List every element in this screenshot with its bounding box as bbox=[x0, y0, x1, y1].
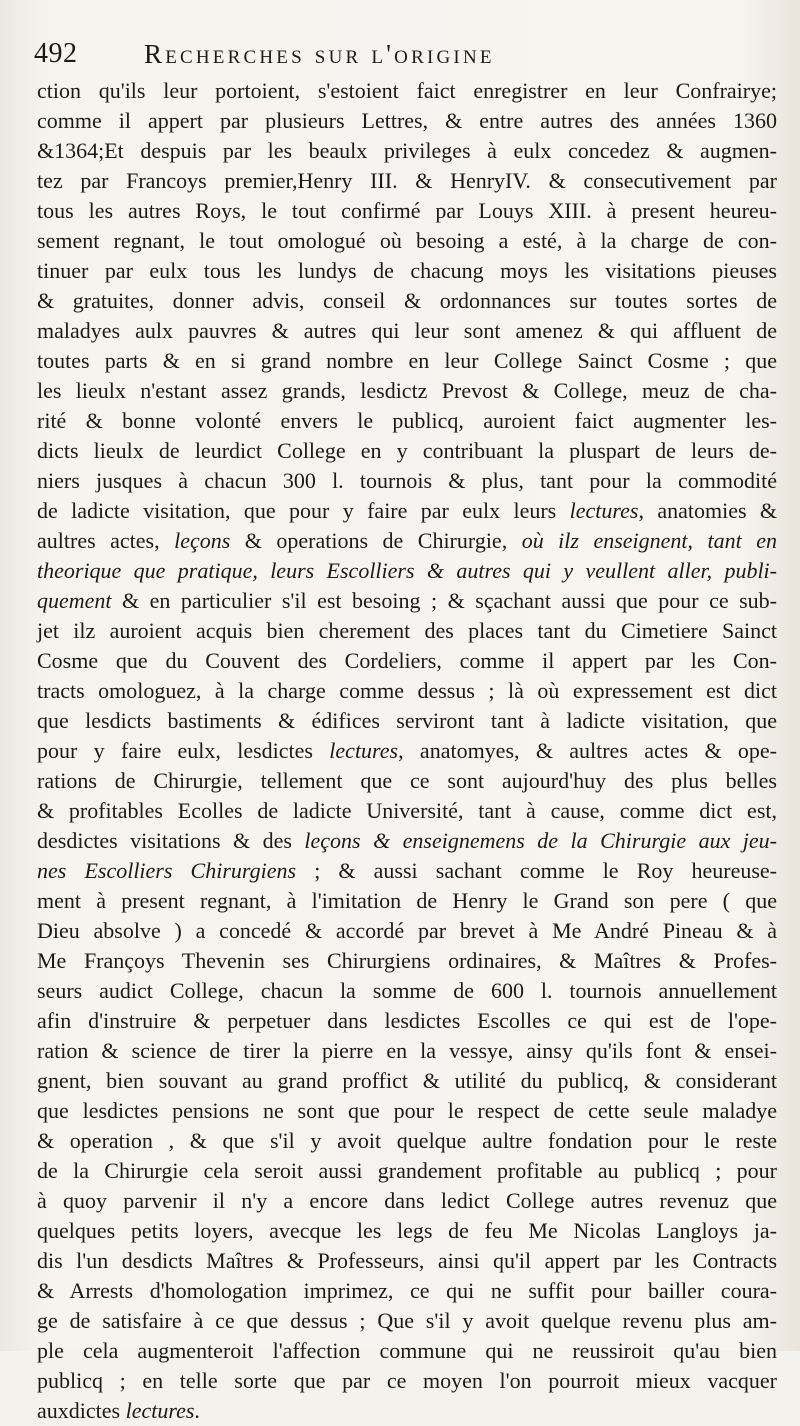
text-line bbox=[37, 286, 777, 316]
text-line bbox=[37, 1066, 777, 1096]
text-line bbox=[37, 946, 777, 976]
text-line bbox=[37, 76, 777, 106]
text-run: pour y faire eulx, lesdictes bbox=[37, 738, 330, 763]
text-run: ; & aussi sachant comme le Roy heureuse- bbox=[296, 858, 777, 883]
text-line bbox=[37, 346, 777, 376]
text-run: Me Françoys Thevenin ses Chirurgiens ordinaires, & Maîtres & Profes- bbox=[37, 948, 777, 973]
text-run: desdictes visitations & des bbox=[37, 828, 305, 853]
text-run: tracts omologuez, à la charge comme dessus ; là où expressement est dict bbox=[37, 678, 777, 703]
text-run: dis l'un desdicts Maîtres & Professeurs, ainsi qu'il appert par les Contracts bbox=[37, 1248, 777, 1273]
text-line bbox=[37, 616, 777, 646]
text-line bbox=[37, 166, 777, 196]
text-line bbox=[37, 496, 777, 526]
text-line bbox=[37, 916, 777, 946]
text-run: que lesdictes pensions ne sont que pour le respect de cette seule maladye bbox=[37, 1098, 777, 1123]
text-run: tinuer par eulx tous les lundys de chacung moys les visitations pieuses bbox=[37, 258, 777, 283]
text-line bbox=[37, 976, 777, 1006]
text-line bbox=[37, 196, 777, 226]
text-run: rité & bonne volonté envers le publicq, auroient faict augmenter les- bbox=[37, 408, 777, 433]
text-line bbox=[37, 1036, 777, 1066]
text-line bbox=[37, 1186, 777, 1216]
text-run: ration & science de tirer la pierre en la vessye, ainsy qu'ils font & ensei- bbox=[37, 1038, 777, 1063]
text-line bbox=[37, 556, 777, 586]
text-run: & Arrests d'homologation imprimez, ce qui ne suffit pour bailler coura- bbox=[37, 1278, 777, 1303]
text-run: & gratuites, donner advis, conseil & ordonnances sur toutes sortes de bbox=[37, 288, 777, 313]
text-line bbox=[37, 1396, 777, 1426]
text-run: sement regnant, le tout omologué où besoing a esté, à la charge de con- bbox=[37, 228, 777, 253]
text-line bbox=[37, 1216, 777, 1246]
text-run: &1364;Et despuis par les beaulx privileges à eulx concedez & augmen- bbox=[37, 138, 777, 163]
italic-text-run: quement bbox=[37, 588, 112, 613]
text-line bbox=[37, 856, 777, 886]
text-run: dicts lieulx de leurdict College en y contribuant la pluspart de leurs de- bbox=[37, 438, 777, 463]
text-run: de ladicte visitation, que pour y faire par eulx leurs bbox=[37, 498, 570, 523]
text-run: publicq ; en telle sorte que par ce moyen l'on pourroit mieux vacquer bbox=[37, 1368, 777, 1393]
text-run: toutes parts & en si grand nombre en leur College Sainct Cosme ; que bbox=[37, 348, 777, 373]
text-line bbox=[37, 376, 777, 406]
text-run: comme il appert par plusieurs Lettres, & entre autres des années 1360 bbox=[37, 108, 777, 133]
text-run: afin d'instruire & perpetuer dans lesdictes Escolles ce qui est de l'ope- bbox=[37, 1008, 777, 1033]
running-title: Recherches sur l'origine bbox=[144, 39, 495, 69]
text-run: quelques petits loyers, avecque les legs de feu Me Nicolas Langloys ja- bbox=[37, 1218, 777, 1243]
text-run: ple cela augmenteroit l'affection commune qui ne reussiroit qu'au bien bbox=[37, 1338, 777, 1363]
text-run: Cosme que du Couvent des Cordeliers, comme il appert par les Con- bbox=[37, 648, 777, 673]
italic-text-run: leçons bbox=[174, 528, 231, 553]
text-run: ge de satisfaire à ce que dessus ; Que s'il y avoit quelque revenu plus am- bbox=[37, 1308, 777, 1333]
italic-text-run: lectures bbox=[329, 738, 399, 763]
text-run: & operations de Chirurgie, bbox=[230, 528, 522, 553]
page-number: 492 bbox=[34, 38, 78, 69]
text-line bbox=[37, 316, 777, 346]
italic-text-run: theorique que pratique, leurs Escolliers & autres qui y veullent aller, publi- bbox=[37, 558, 777, 583]
text-line bbox=[37, 1276, 777, 1306]
text-line bbox=[37, 1366, 777, 1396]
text-run: , anatomies & bbox=[638, 498, 777, 523]
text-line bbox=[37, 256, 777, 286]
text-line bbox=[37, 1336, 777, 1366]
text-line bbox=[37, 136, 777, 166]
text-line bbox=[37, 826, 777, 856]
text-run: ction qu'ils leur portoient, s'estoient faict enregistrer en leur Confrairye; bbox=[37, 78, 777, 103]
text-line bbox=[37, 1096, 777, 1126]
text-run: les lieulx n'estant assez grands, lesdictz Prevost & College, meuz de cha- bbox=[37, 378, 777, 403]
text-line bbox=[37, 466, 777, 496]
body-text bbox=[37, 76, 777, 1426]
text-run: de la Chirurgie cela seroit aussi grandement profitable au publicq ; pour bbox=[37, 1158, 777, 1183]
text-run: que lesdicts bastiments & édifices serviront tant à ladicte visitation, que bbox=[37, 708, 777, 733]
italic-text-run: leçons & enseignemens de la Chirurgie aux jeu- bbox=[304, 828, 777, 853]
text-line bbox=[37, 226, 777, 256]
italic-text-run: où ilz enseignent, tant en bbox=[521, 528, 778, 553]
text-line bbox=[37, 1006, 777, 1036]
text-run: jet ilz auroient acquis bien cherement des places tant du Cimetiere Sainct bbox=[37, 618, 777, 643]
text-run: & profitables Ecolles de ladicte Université, tant à cause, comme dict est, bbox=[37, 798, 777, 823]
text-line bbox=[37, 106, 777, 136]
text-run: aultres actes, bbox=[37, 528, 175, 553]
text-line bbox=[37, 766, 777, 796]
text-line bbox=[37, 796, 777, 826]
text-line bbox=[37, 1246, 777, 1276]
text-run: . bbox=[194, 1398, 200, 1423]
text-line bbox=[37, 1126, 777, 1156]
text-run: gnent, bien souvant au grand proffict & utilité du publicq, & considerant bbox=[37, 1068, 777, 1093]
text-run: tez par Francoys premier,Henry III. & HenryIV. & consecutivement par bbox=[37, 168, 777, 193]
text-line bbox=[37, 706, 777, 736]
text-run: maladyes aulx pauvres & autres qui leur sont amenez & qui affluent de bbox=[37, 318, 777, 343]
text-line bbox=[37, 526, 777, 556]
text-line bbox=[37, 406, 777, 436]
page-header bbox=[34, 34, 774, 74]
italic-text-run: nes Escolliers Chirurgiens bbox=[37, 858, 297, 883]
text-run: niers jusques à chacun 300 l. tournois & plus, tant pour la commodité bbox=[37, 468, 777, 493]
text-run: rations de Chirurgie, tellement que ce sont aujourd'huy des plus belles bbox=[37, 768, 777, 793]
text-run: seurs audict College, chacun la somme de 600 l. tournois annuellement bbox=[37, 978, 777, 1003]
text-run: & operation , & que s'il y avoit quelque aultre fondation pour le reste bbox=[37, 1128, 777, 1153]
text-run: à quoy parvenir il n'y a encore dans ledict College autres revenuz que bbox=[37, 1188, 777, 1213]
text-line bbox=[37, 676, 777, 706]
italic-text-run: lectures bbox=[569, 498, 639, 523]
text-line bbox=[37, 1156, 777, 1186]
text-line bbox=[37, 646, 777, 676]
text-run: tous les autres Roys, le tout confirmé par Louys XIII. à present heureu- bbox=[37, 198, 777, 223]
text-run: auxdictes bbox=[37, 1398, 126, 1423]
text-line bbox=[37, 1306, 777, 1336]
text-line bbox=[37, 586, 777, 616]
text-run: Dieu absolve ) a concedé & accordé par brevet à Me André Pineau & à bbox=[37, 918, 777, 943]
text-run: ment à present regnant, à l'imitation de Henry le Grand son pere ( que bbox=[37, 888, 777, 913]
text-line bbox=[37, 886, 777, 916]
text-line bbox=[37, 436, 777, 466]
text-line bbox=[37, 736, 777, 766]
text-run: , anatomyes, & aultres actes & ope- bbox=[398, 738, 777, 763]
text-run: & en particulier s'il est besoing ; & sçachant aussi que pour ce sub- bbox=[111, 588, 777, 613]
italic-text-run: lectures bbox=[125, 1398, 195, 1423]
